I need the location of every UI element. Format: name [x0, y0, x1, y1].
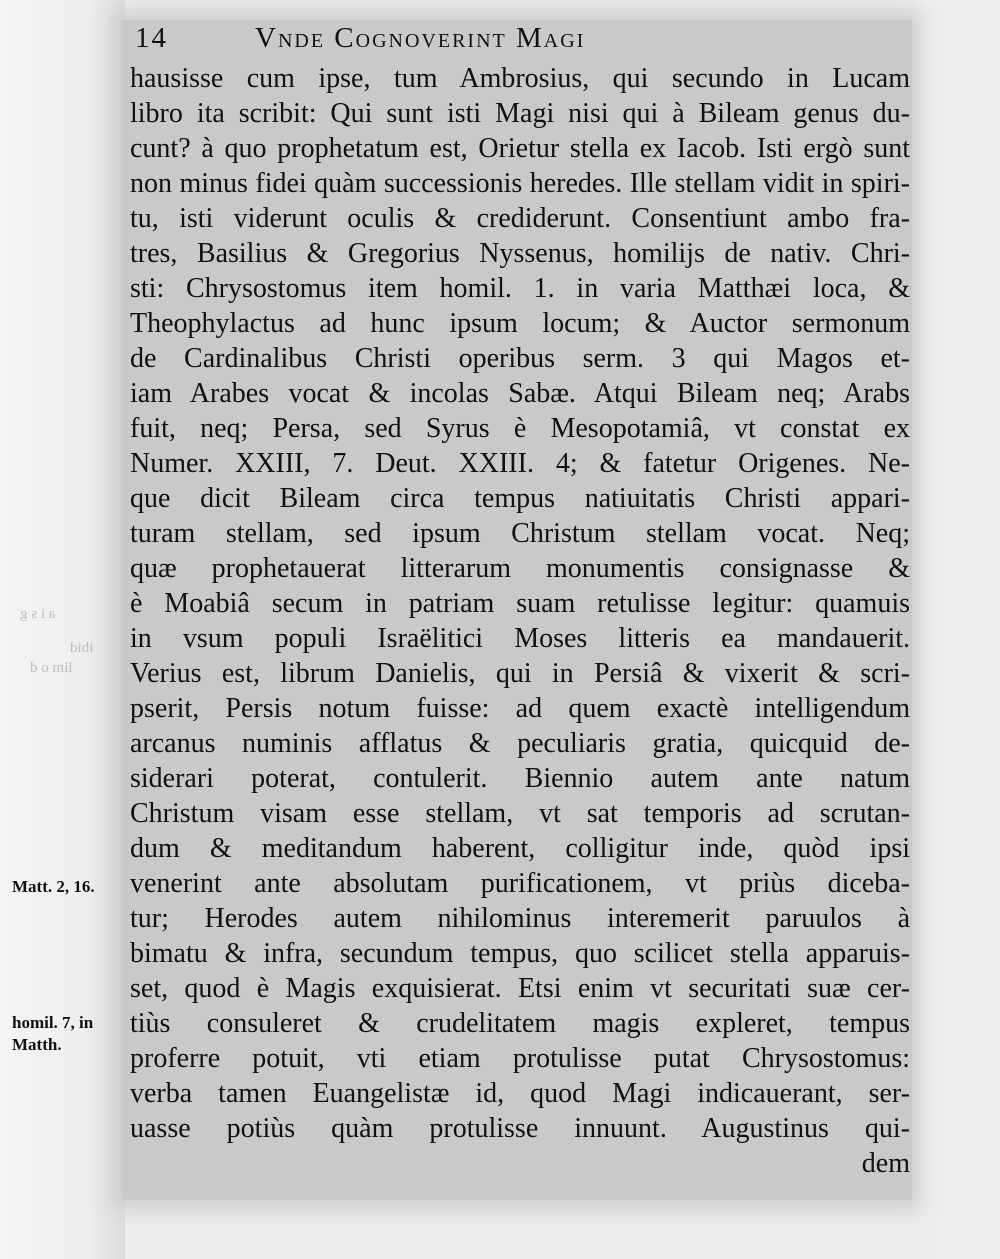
bleed-through-mark: a i s g: [20, 606, 56, 622]
body-line: non minus fidei quàm successionis heredes. Ille stellam vidit in spiri-: [130, 168, 910, 199]
running-title: Vnde Cognoverint Magi: [255, 22, 586, 54]
body-line: que dicit Bileam circa tempus natiuitatis Christi appari-: [130, 483, 910, 514]
body-line: è Moabiâ secum in patriam suam retulisse legitur: quamuis: [130, 588, 910, 619]
bleed-through-mark: ibid: [70, 640, 94, 656]
body-line: pserit, Persis notum fuisse: ad quem exactè intelligendum: [130, 693, 910, 724]
body-line: libro ita scribit: Qui sunt isti Magi nisi qui à Bileam genus du-: [130, 98, 910, 129]
marginal-note-homily-cont: Matth.: [12, 1035, 62, 1054]
body-line: Verius est, librum Danielis, qui in Persiâ & vixerit & scri-: [130, 658, 910, 689]
left-margin: [0, 0, 125, 1259]
body-line: tres, Basilius & Gregorius Nyssenus, homilijs de nativ. Chri-: [130, 238, 910, 269]
body-line: hausisse cum ipse, tum Ambrosius, qui secundo in Lucam: [130, 63, 910, 94]
body-line: turam stellam, sed ipsum Christum stellam vocat. Neq;: [130, 518, 910, 549]
marginal-note-matthew: Matt. 2, 16.: [12, 877, 95, 896]
body-line: proferre potuit, vti etiam protulisse putat Chrysostomus:: [130, 1043, 910, 1074]
body-line: tur; Herodes autem nihilominus interemerit paruulos à: [130, 903, 910, 934]
body-line: fuit, neq; Persa, sed Syrus è Mesopotamiâ, vt constat ex: [130, 413, 910, 444]
body-line: dum & meditandum haberent, colligitur inde, quòd ipsi: [130, 833, 910, 864]
body-line: bimatu & infra, secundum tempus, quo scilicet stella apparuis-: [130, 938, 910, 969]
running-head: [135, 22, 905, 62]
body-line: quæ prophetauerat litterarum monumentis consignasse &: [130, 553, 910, 584]
body-line: Numer. XXIII, 7. Deut. XXIII. 4; & fatetur Origenes. Ne-: [130, 448, 910, 479]
marginal-note-homily: homil. 7, in: [12, 1013, 94, 1032]
body-line: tu, isti viderunt oculis & crediderunt. Consentiunt ambo fra-: [130, 203, 910, 234]
body-line: set, quod è Magis exquisierat. Etsi enim vt securitati suæ cer-: [130, 973, 910, 1004]
body-line: Theophylactus ad hunc ipsum locum; & Auctor sermonum: [130, 308, 910, 339]
body-line: Christum visam esse stellam, vt sat temporis ad scrutan-: [130, 798, 910, 829]
body-line: iam Arabes vocat & incolas Sabæ. Atqui Bileam neq; Arabs: [130, 378, 910, 409]
body-line: cunt? à quo prophetatum est, Orietur stella ex Iacob. Isti ergò sunt: [130, 133, 910, 164]
body-line: in vsum populi Israëlitici Moses litteris ea mandauerit.: [130, 623, 910, 654]
body-line: de Cardinalibus Christi operibus serm. 3 qui Magos et-: [130, 343, 910, 374]
body-line: arcanus numinis afflatus & peculiaris gratia, quicquid de-: [130, 728, 910, 759]
page-number: 14: [135, 22, 168, 54]
body-line: siderari poterat, contulerit. Biennio autem ante natum: [130, 763, 910, 794]
body-line: venerint ante absolutam purificationem, vt priùs diceba-: [130, 868, 910, 899]
body-line: dem: [861, 1148, 910, 1179]
body-line: uasse potiùs quàm protulisse innuunt. Augustinus qui-: [130, 1113, 910, 1144]
right-page-edge: [910, 0, 1000, 1259]
body-line: tiùs consuleret & crudelitatem magis expleret, tempus: [130, 1008, 910, 1039]
body-line: sti: Chrysostomus item homil. 1. in varia Matthæi loca, &: [130, 273, 910, 304]
body-line: verba tamen Euangelistæ id, quod Magi indicauerant, ser-: [130, 1078, 910, 1109]
bleed-through-mark: lim o d: [30, 660, 73, 676]
